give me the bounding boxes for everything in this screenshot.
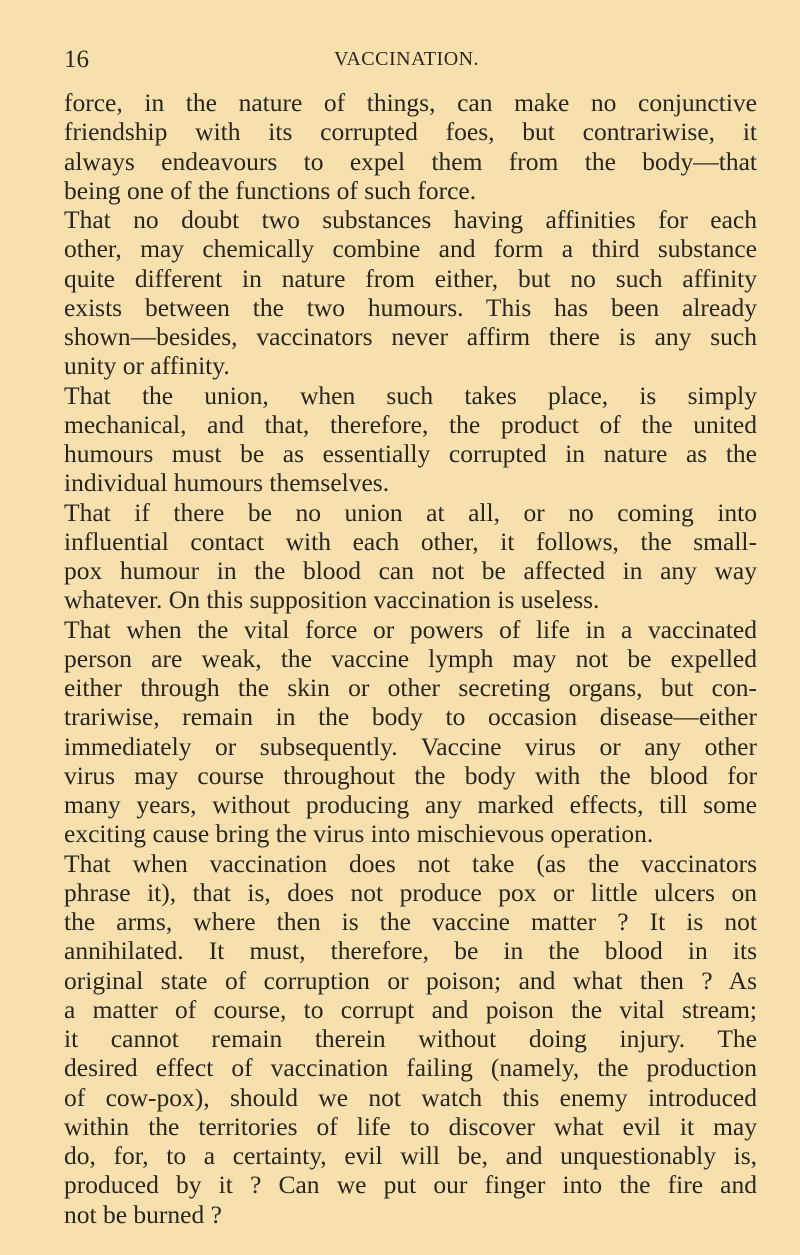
page-number: 16 bbox=[64, 46, 89, 73]
text-line: force, in the nature of things, can make no conjunctive bbox=[64, 88, 757, 117]
text-line: other, may chemically combine and form a third substance bbox=[64, 234, 757, 264]
text-line: exciting cause bring the virus into mischievous operation. bbox=[64, 819, 654, 849]
text-line: the arms, where then is the vaccine matter ? It is not bbox=[64, 907, 757, 936]
text-line: trariwise, remain in the body to occasion disease—either bbox=[64, 702, 757, 732]
text-line: many years, without producing any marked effects, till some bbox=[64, 790, 757, 819]
text-line: exists between the two humours. This has been already bbox=[64, 292, 757, 322]
text-line: desired effect of vaccination failing (namely, the production bbox=[64, 1053, 757, 1083]
text-line: shown—besides, vaccinators never affirm there is any such bbox=[64, 322, 757, 351]
text-line: it cannot remain therein without doing injury. The bbox=[64, 1024, 757, 1053]
running-head: VACCINATION. bbox=[334, 48, 480, 70]
text-line: being one of the functions of such force. bbox=[64, 175, 477, 205]
text-line: friendship with its corrupted foes, but contrariwise, it bbox=[64, 117, 757, 147]
text-line: virus may course throughout the body with the blood for bbox=[64, 760, 757, 790]
text-line: do, for, to a certainty, evil will be, and unquestionably is, bbox=[64, 1141, 757, 1170]
text-line: of cow-pox), should we not watch this enemy introduced bbox=[64, 1082, 757, 1112]
text-line: That no doubt two substances having affinities for each bbox=[64, 205, 757, 234]
text-line: That when vaccination does not take (as the vaccinators bbox=[64, 848, 757, 878]
text-line: a matter of course, to corrupt and poison the vital stream; bbox=[64, 994, 757, 1024]
text-line: produced by it ? Can we put our finger into the fire and bbox=[64, 1170, 757, 1200]
text-line: mechanical, and that, therefore, the product of the united bbox=[64, 409, 757, 439]
text-line: That the union, when such takes place, is simply bbox=[64, 380, 757, 410]
text-line: not be burned ? bbox=[64, 1199, 222, 1229]
text-line: always endeavours to expel them from the body—that bbox=[64, 146, 757, 176]
text-line: influential contact with each other, it follows, the small- bbox=[64, 526, 757, 556]
text-line: either through the skin or other secreting organs, but con- bbox=[64, 673, 757, 702]
page-header bbox=[64, 46, 757, 80]
text-line: phrase it), that is, does not produce pox or little ulcers on bbox=[64, 877, 757, 907]
text-line: quite different in nature from either, but no such affinity bbox=[64, 263, 757, 293]
text-line: original state of corruption or poison; and what then ? As bbox=[64, 965, 757, 995]
text-line: pox humour in the blood can not be affected in any way bbox=[64, 556, 757, 585]
page-body-text bbox=[64, 88, 757, 1229]
text-line: individual humours themselves. bbox=[64, 468, 390, 498]
text-line: whatever. On this supposition vaccination is useless. bbox=[64, 585, 600, 615]
text-line: within the territories of life to discover what evil it may bbox=[64, 1111, 757, 1141]
text-line: person are weak, the vaccine lymph may not be expelled bbox=[64, 643, 757, 673]
text-line: immediately or subsequently. Vaccine virus or any other bbox=[64, 731, 757, 761]
text-line: annihilated. It must, therefore, be in the blood in its bbox=[64, 936, 757, 966]
text-line: humours must be as essentially corrupted in nature as the bbox=[64, 439, 757, 468]
text-line: unity or affinity. bbox=[64, 351, 230, 381]
text-line: That if there be no union at all, or no coming into bbox=[64, 497, 757, 527]
text-line: That when the vital force or powers of life in a vaccinated bbox=[64, 614, 757, 644]
